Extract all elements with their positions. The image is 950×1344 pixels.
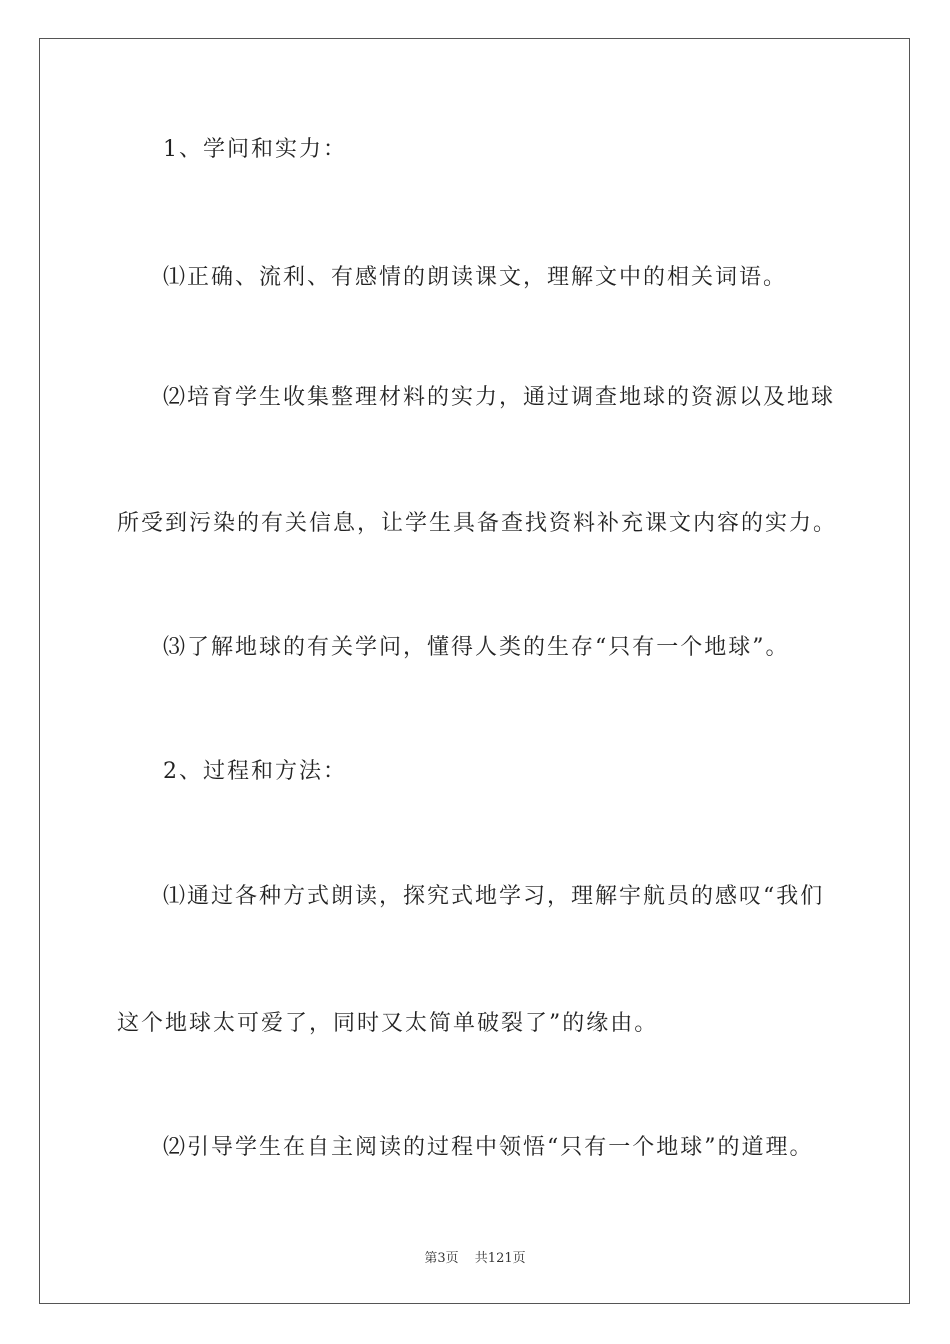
paragraph-process-2: ⑵引导学生在自主阅读的过程中领悟“只有一个地球”的道理。 <box>163 1135 814 1160</box>
paragraph-item-1: ⑴正确、流利、有感情的朗读课文，理解文中的相关词语。 <box>163 265 788 290</box>
section-heading-knowledge: 1、学问和实力： <box>163 137 347 162</box>
page-current-label: 第3页 <box>424 1251 459 1266</box>
page-footer <box>0 1247 950 1266</box>
paragraph-item-2: ⑵培育学生收集整理材料的实力，通过调查地球的资源以及地球 <box>163 385 836 410</box>
paragraph-process-1-continued: 这个地球太可爱了，同时又太简单破裂了”的缘由。 <box>117 1011 659 1036</box>
page-border <box>39 38 910 1304</box>
page-total-label: 共121页 <box>474 1251 526 1266</box>
paragraph-item-3: ⑶了解地球的有关学问，懂得人类的生存“只有一个地球”。 <box>163 635 790 660</box>
section-heading-process: 2、过程和方法： <box>163 759 347 784</box>
paragraph-item-2-continued: 所受到污染的有关信息，让学生具备查找资料补充课文内容的实力。 <box>117 511 838 536</box>
paragraph-process-1: ⑴通过各种方式朗读，探究式地学习，理解宇航员的感叹“我们 <box>163 884 825 909</box>
